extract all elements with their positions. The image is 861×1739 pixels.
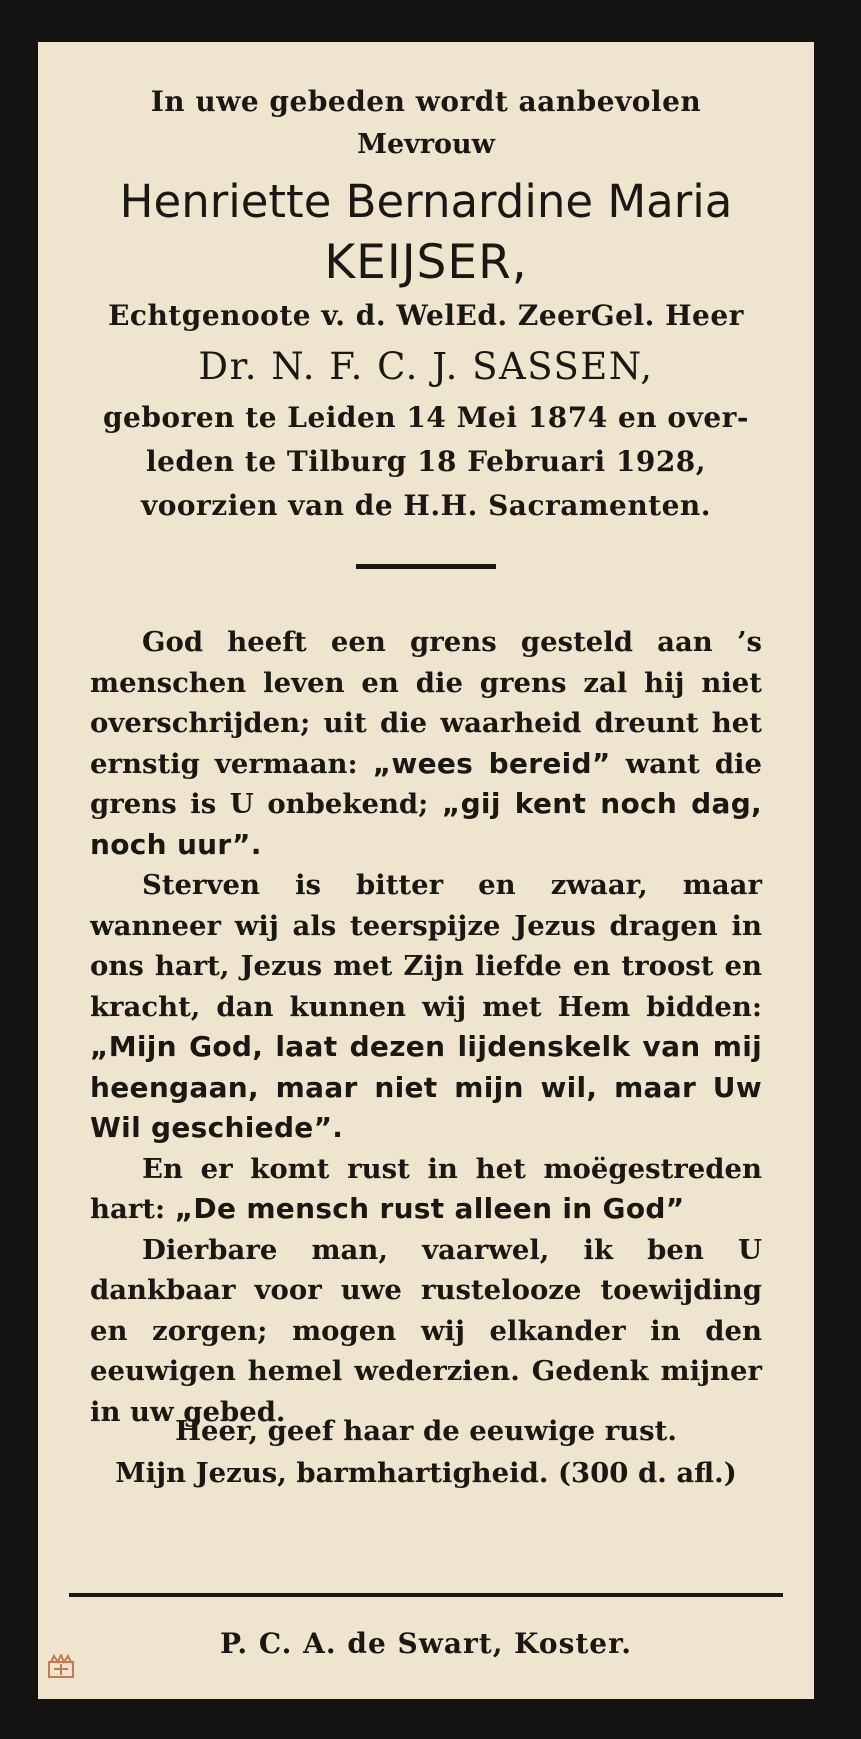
indulgence-prayer-1: Heer, geef haar de eeuwige rust.: [175, 1415, 677, 1447]
paragraph-1-text-b: want die grens is U onbekend;: [90, 747, 762, 820]
printer-credit: P. C. A. de Swart, Koster.: [219, 1627, 633, 1660]
quote-mijn-god: „Mijn God, laat dezen lijdenskelk van mij heengaan, maar niet mijn wil, maar Uw Wil geschiede”.: [90, 1030, 762, 1144]
birth-death-line-1: geboren te Leiden 14 Mei 1874 en over-: [102, 401, 750, 434]
paragraph-1-text-a: God heeft een grens gesteld aan ’s menschen leven en die grens zal hij niet overschrijden; uit die waarheid dreunt het ernstig vermaan:: [90, 626, 762, 780]
paragraph-4: Dierbare man, vaarwel, ik ben U dankbaar voor uwe rustelooze toewijding en zorgen; mogen wij elkander in den eeuwigen hemel wederzien. Gedenk mijner in uw gebed.: [90, 1233, 762, 1428]
honorific: Mevrouw: [357, 129, 495, 160]
prayer-request-line: In uwe gebeden wordt aanbevolen: [150, 85, 702, 118]
header-divider: [356, 564, 496, 569]
deceased-given-names: Henriette Bernardine Maria: [119, 175, 733, 228]
paragraph-3-text: En er komt rust in het moëgestreden hart:: [90, 1152, 762, 1225]
card-paper: [38, 42, 814, 1699]
paragraph-2-text: Sterven is bitter en zwaar, maar wanneer wij als teerspijze Jezus dragen in ons hart, Jezus met Zijn liefde en troost en kracht, dan kunnen wij met Hem bidden:: [90, 869, 762, 1023]
spouse-intro: Echtgenoote v. d. WelEd. ZeerGel. Heer: [108, 299, 744, 332]
sacraments-line: voorzien van de H.H. Sacramenten.: [140, 489, 712, 522]
birth-death-line-2: leden te Tilburg 18 Februari 1928,: [145, 445, 707, 478]
spouse-name: Dr. N. F. C. J. SASSEN,: [198, 345, 654, 388]
memorial-text: [90, 622, 762, 1432]
printer-emblem-icon: [46, 1654, 76, 1680]
indulgence-prayer-2: Mijn Jezus, barmhartigheid. (300 d. afl.): [115, 1457, 737, 1489]
paragraph-3: [90, 1149, 762, 1230]
quote-rust-in-god: „De mensch rust alleen in God”: [174, 1192, 685, 1225]
quote-wees-bereid: „wees bereid”: [372, 746, 611, 780]
card-header: [38, 80, 814, 528]
footer-divider: [69, 1593, 783, 1597]
paragraph-1: [90, 622, 762, 865]
paragraph-2: [90, 865, 762, 1149]
deceased-surname: KEIJSER,: [324, 235, 528, 290]
quote-dag-uur: „gij kent noch dag, noch uur”.: [90, 787, 762, 861]
